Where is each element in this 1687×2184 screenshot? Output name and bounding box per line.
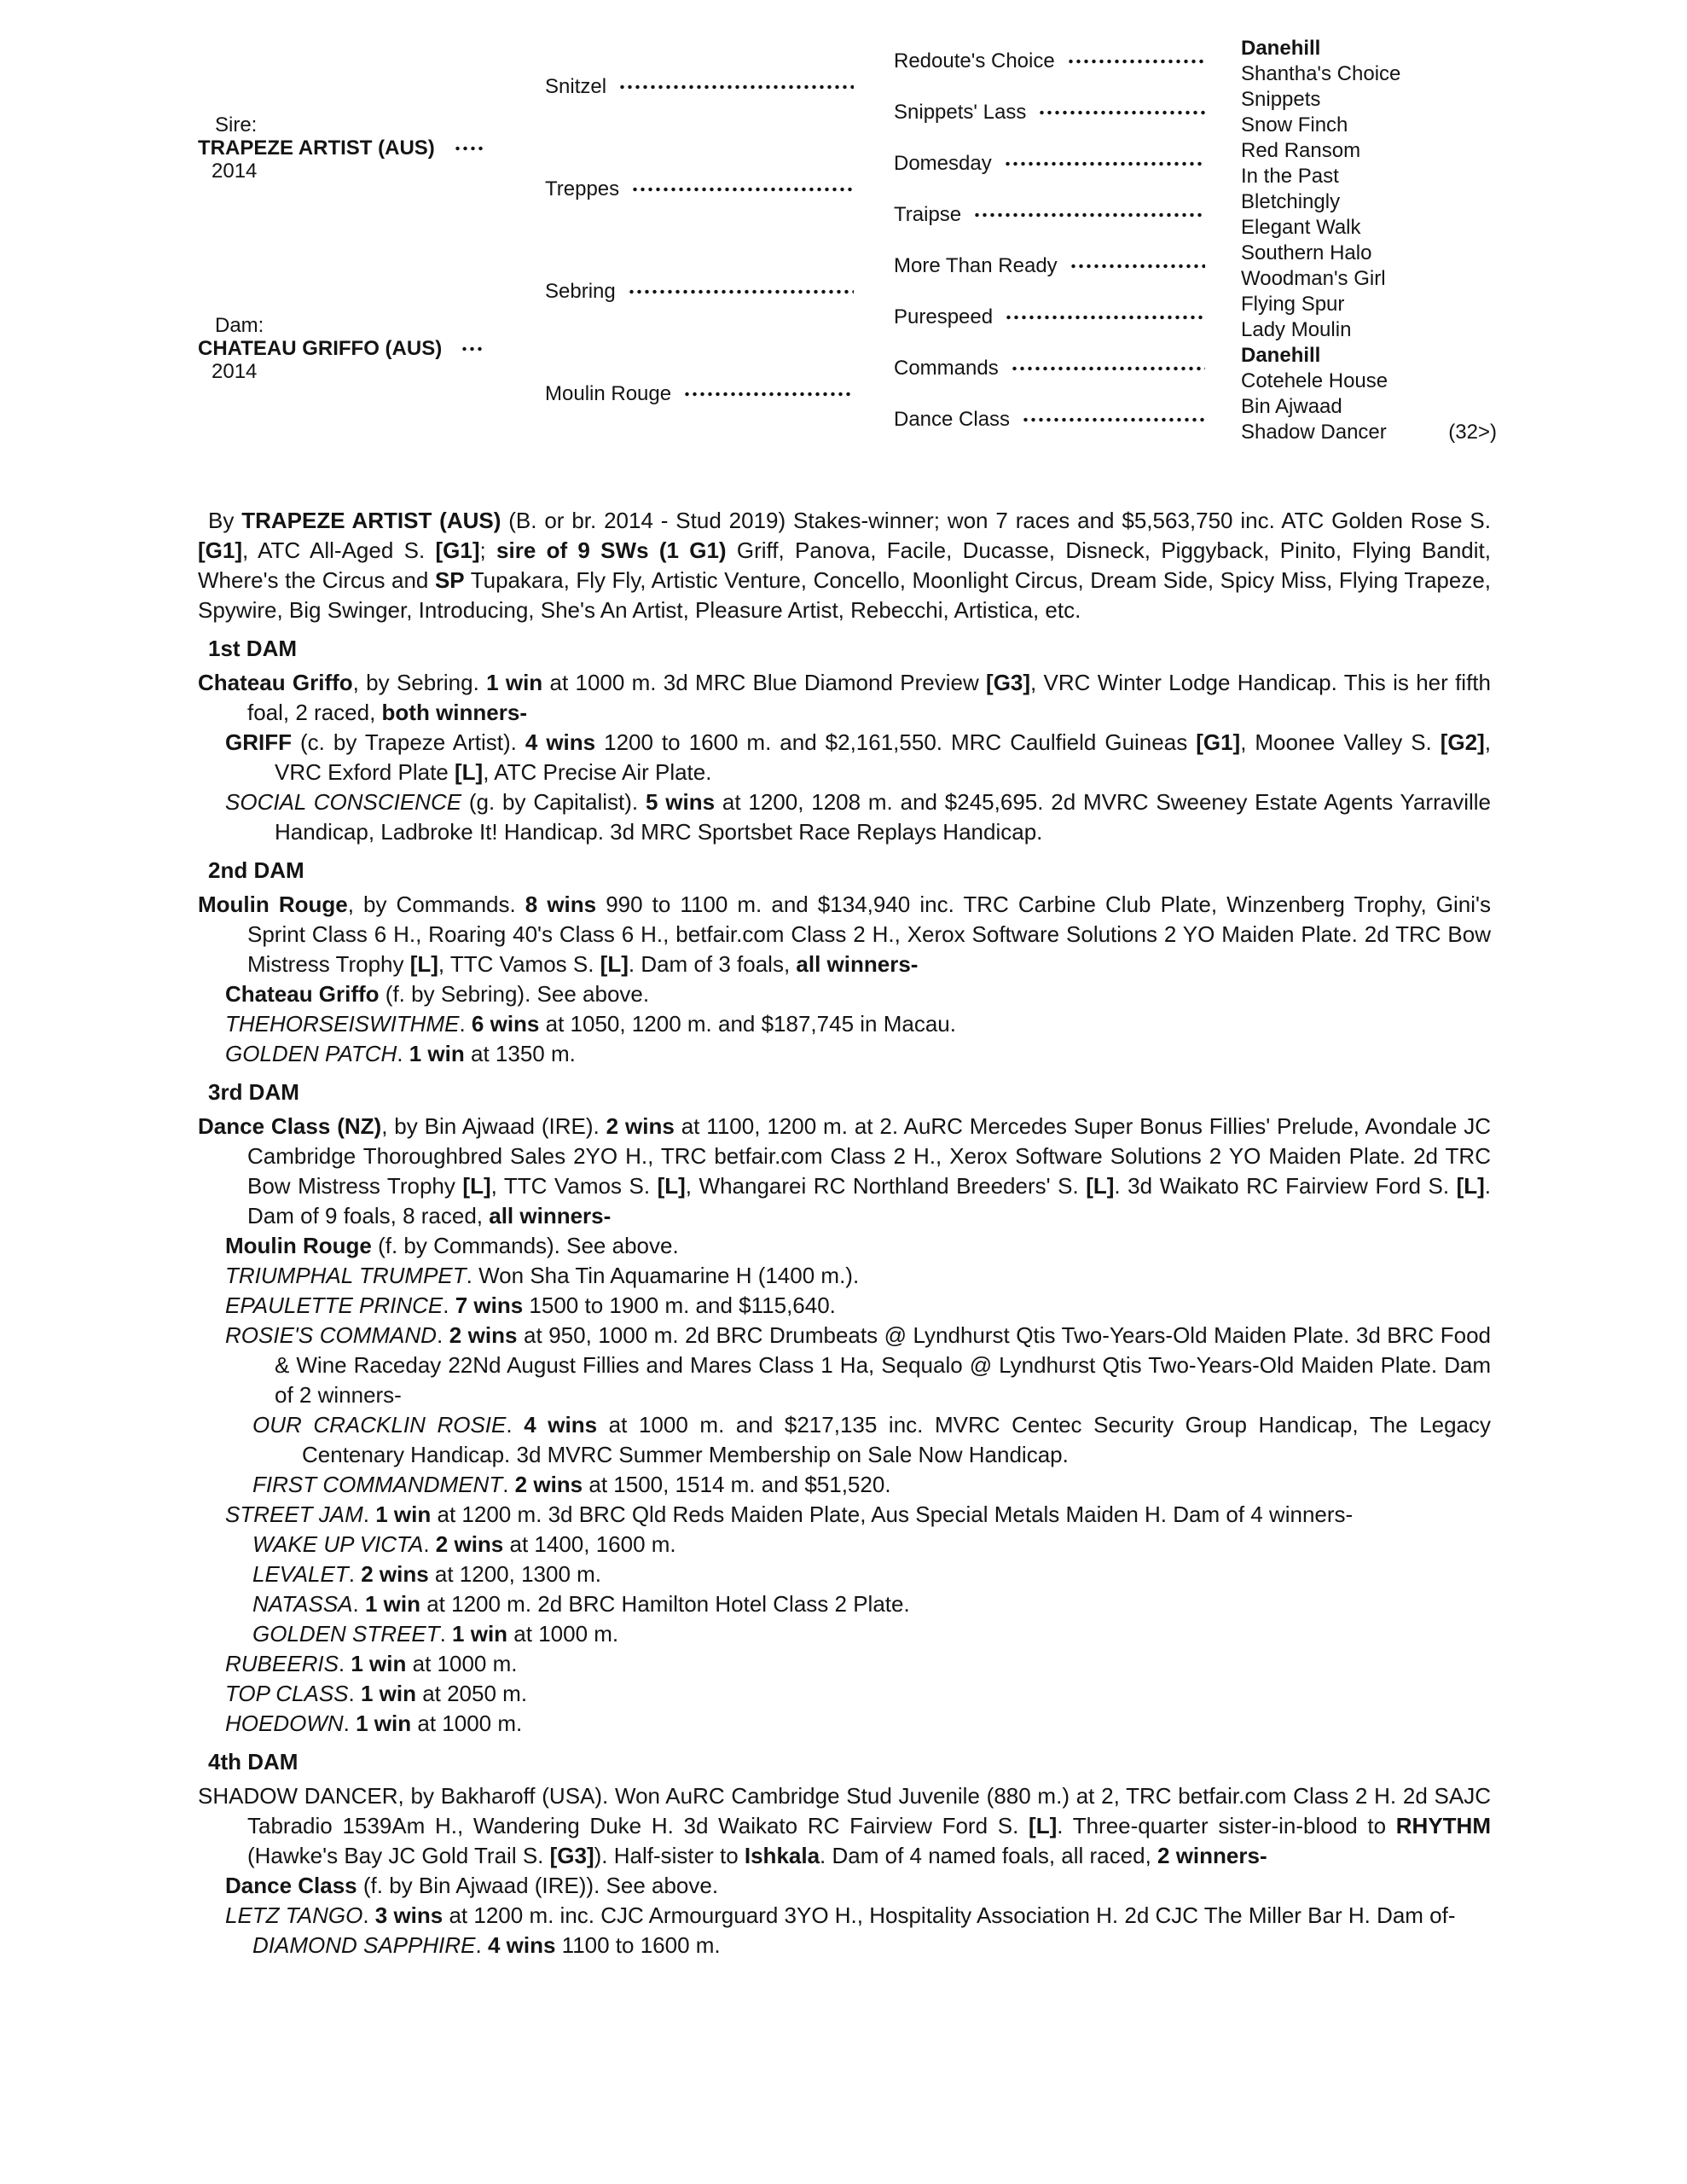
- text-segment: RUBEERIS: [225, 1651, 339, 1676]
- great-grandparent-name: Traipse: [894, 203, 962, 226]
- catalogue-text: [198, 506, 1491, 1960]
- text-segment: [G3]: [549, 1843, 594, 1868]
- text-segment: .: [439, 1621, 453, 1647]
- text-segment: 1 win: [360, 1681, 416, 1706]
- text-segment: SOCIAL CONSCIENCE: [225, 789, 462, 815]
- section-header: 2nd DAM: [208, 857, 304, 883]
- great-grandparent-row: [894, 202, 1214, 228]
- text-segment: . Won Sha Tin Aquamarine H (1400 m.).: [466, 1263, 860, 1288]
- leader-dots-icon: [1070, 253, 1205, 279]
- text-segment: .: [436, 1322, 449, 1348]
- text-segment: , ATC All-Aged S.: [242, 537, 436, 563]
- text-segment: GOLDEN STREET: [252, 1621, 440, 1647]
- pedigree-entry: [198, 1871, 1491, 1901]
- pedigree-entry: [198, 1560, 1491, 1589]
- gg-grandparent-name: Flying Spur: [1241, 293, 1345, 316]
- text-segment: , TTC Vamos S.: [438, 951, 600, 977]
- great-grandparent-name: Commands: [894, 357, 999, 380]
- leader-dots-icon: [1011, 356, 1205, 381]
- text-segment: .: [459, 1011, 472, 1037]
- text-segment: 4 wins: [525, 729, 596, 755]
- sire-block: [198, 113, 484, 183]
- text-segment: [L]: [600, 951, 629, 977]
- intro-paragraph: [198, 506, 1491, 625]
- pedigree-entry: [198, 1619, 1491, 1649]
- text-segment: .: [362, 1502, 376, 1527]
- pedigree-entry: [198, 1470, 1491, 1500]
- text-segment: ROSIE'S COMMAND: [225, 1322, 437, 1348]
- grandparent-name: Snitzel: [545, 75, 607, 98]
- text-segment: SP: [434, 567, 465, 593]
- text-segment: , Whangarei RC Northland Breeders' S.: [685, 1173, 1087, 1199]
- text-segment: (g. by Capitalist).: [461, 789, 646, 815]
- text-segment: .: [423, 1531, 436, 1557]
- pedigree-entry: [198, 1500, 1491, 1530]
- text-segment: , by Bin Ajwaad (IRE).: [381, 1113, 606, 1139]
- text-segment: 1 win: [375, 1502, 432, 1527]
- text-segment: all winners-: [489, 1203, 612, 1228]
- gg-grandparents-column: [1241, 36, 1497, 445]
- text-segment: 1 win: [486, 670, 543, 695]
- pedigree-entry: [198, 890, 1491, 979]
- text-segment: at 1200 m. 3d BRC Qld Reds Maiden Plate, Aus Special Metals Maiden H. Dam of 4 winners-: [431, 1502, 1354, 1527]
- text-segment: 5 wins: [645, 789, 716, 815]
- section-header: 3rd DAM: [208, 1079, 299, 1105]
- pedigree-entry: [198, 1321, 1491, 1410]
- gg-grandparent-name: Bletchingly: [1241, 190, 1341, 213]
- text-segment: [L]: [1086, 1173, 1115, 1199]
- pedigree-entry: [198, 668, 1491, 728]
- great-grandparent-row: [894, 356, 1214, 381]
- pedigree-entry: [198, 1261, 1491, 1291]
- text-segment: LEVALET: [252, 1561, 349, 1587]
- text-segment: at 950, 1000 m. 2d BRC Drumbeats @ Lyndhurst Qtis Two-Years-Old Maiden Plate. 3d BRC Food & Wine Raceday 22Nd August Fillies and Mares Class 1 Ha, Sequalo @ Lyndhurst Qtis Two-Years-Old Maiden Plate. Dam of 2 winners-: [275, 1322, 1491, 1408]
- text-segment: Dance Class: [225, 1873, 357, 1898]
- text-segment: , by Sebring.: [352, 670, 487, 695]
- text-segment: . Dam of 9 foals, 8 raced,: [247, 1173, 1492, 1228]
- leader-dots-icon: [1004, 151, 1205, 177]
- gg-grandparent-name: Snow Finch: [1241, 113, 1348, 136]
- text-segment: . Dam of 3 foals,: [628, 951, 797, 977]
- gg-grandparent-name: Cotehele House: [1241, 369, 1388, 392]
- text-segment: GRIFF: [225, 729, 292, 755]
- text-segment: By: [208, 508, 242, 533]
- pedigree-entry: [198, 1231, 1491, 1261]
- text-segment: Griff, Panova, Facile, Ducasse, Disneck, Piggyback, Pinito, Flying Bandit, Where's the Circus and: [198, 537, 1491, 593]
- text-segment: 2 wins: [606, 1113, 675, 1139]
- text-segment: (f. by Bin Ajwaad (IRE)). See above.: [357, 1873, 719, 1898]
- text-segment: at 1100, 1200 m. at 2. AuRC Mercedes Super Bonus Fillies' Prelude, Avondale JC Cambridge Thoroughbred Sales 2YO H., TRC betfair.com Class 2 H., Xerox Software Solutions 2 YO Maiden Plate. 2d TRC Bow Mistress Trophy: [247, 1113, 1491, 1199]
- text-segment: (f. by Commands). See above.: [371, 1233, 679, 1258]
- gg-grandparent-name: Southern Halo: [1241, 241, 1372, 264]
- text-segment: , TTC Vamos S.: [490, 1173, 658, 1199]
- leader-dots-icon: [618, 74, 854, 100]
- text-segment: .: [352, 1591, 365, 1617]
- text-segment: 3 wins: [374, 1902, 443, 1928]
- text-segment: WAKE UP VICTA: [252, 1531, 424, 1557]
- text-segment: .: [343, 1711, 357, 1736]
- text-segment: .: [362, 1902, 375, 1928]
- text-segment: . Three-quarter sister-in-blood to: [1057, 1813, 1396, 1838]
- text-segment: .: [502, 1472, 515, 1497]
- text-segment: SHADOW DANCER, by Bakharoff (USA). Won AuRC Cambridge Stud Juvenile (880 m.) at 2, TRC betfair.com Class 2 H. 2d SAJC Tabradio 1539Am H., Wandering Duke H. 3d Waikato RC Fairview Ford S.: [198, 1783, 1491, 1838]
- text-segment: 1 win: [452, 1621, 508, 1647]
- gg-grandparent-name: Bin Ajwaad: [1241, 395, 1342, 418]
- great-grandparent-row: [894, 100, 1214, 125]
- text-segment: [L]: [462, 1173, 491, 1199]
- text-segment: Chateau Griffo: [225, 981, 380, 1007]
- text-segment: Chateau Griffo: [198, 670, 353, 695]
- text-segment: NATASSA: [252, 1591, 353, 1617]
- leader-dots-icon: [1067, 49, 1205, 74]
- text-segment: 1 win: [409, 1041, 465, 1066]
- dam-label: Dam:: [215, 314, 264, 337]
- grandparent-name: Sebring: [545, 280, 616, 303]
- text-segment: 1 win: [356, 1711, 412, 1736]
- text-segment: 1 win: [351, 1651, 407, 1676]
- pedigree-entry: [198, 1649, 1491, 1679]
- leader-dots-icon: [1022, 407, 1205, 433]
- grandparent-row: [545, 74, 862, 100]
- pedigree-entry: [198, 728, 1491, 787]
- text-segment: at 1350 m.: [464, 1041, 576, 1066]
- pedigree-entry: [198, 1709, 1491, 1739]
- text-segment: 1200 to 1600 m. and $2,161,550. MRC Caulfield Guineas: [595, 729, 1197, 755]
- great-grandparent-name: Domesday: [894, 152, 992, 175]
- text-segment: EPAULETTE PRINCE: [225, 1292, 443, 1318]
- text-segment: 6 wins: [471, 1011, 540, 1037]
- text-segment: at 1200, 1208 m. and $245,695. 2d MVRC Sweeney Estate Agents Yarraville Handicap, Ladbroke It! Handicap. 3d MRC Sportsbet Race Replays Handicap.: [275, 789, 1491, 845]
- text-segment: . 3d Waikato RC Fairview Ford S.: [1114, 1173, 1457, 1199]
- grandparent-row: [545, 279, 862, 305]
- text-segment: sire of 9 SWs (1 G1): [496, 537, 727, 563]
- great-grandparent-row: [894, 305, 1214, 330]
- text-segment: THEHORSEISWITHME: [225, 1011, 460, 1037]
- grandparent-name: Treppes: [545, 177, 620, 200]
- great-grandparent-row: [894, 49, 1214, 74]
- text-segment: . Dam of 4 named foals, all raced,: [820, 1843, 1158, 1868]
- text-segment: , VRC Exford Plate: [275, 729, 1491, 785]
- pedigree-entry: [198, 1039, 1491, 1069]
- text-segment: [L]: [454, 759, 484, 785]
- leader-dots-icon: [1038, 100, 1205, 125]
- gg-grandparent-name: Shadow Dancer: [1241, 421, 1387, 444]
- text-segment: .: [506, 1412, 525, 1438]
- text-segment: DIAMOND SAPPHIRE: [252, 1932, 476, 1958]
- leader-dots-icon: [1005, 305, 1205, 330]
- text-segment: OUR CRACKLIN ROSIE: [252, 1412, 507, 1438]
- text-segment: GOLDEN PATCH: [225, 1041, 397, 1066]
- sire-year: 2014: [212, 160, 258, 183]
- text-segment: [L]: [1456, 1173, 1485, 1199]
- pedigree-entry: [198, 1589, 1491, 1619]
- text-segment: 1 win: [364, 1591, 420, 1617]
- text-segment: 2 wins: [435, 1531, 504, 1557]
- text-segment: at 1500, 1514 m. and $51,520.: [583, 1472, 891, 1497]
- text-segment: 2 wins: [361, 1561, 429, 1587]
- great-grandparent-row: [894, 407, 1214, 433]
- text-segment: ). Half-sister to: [594, 1843, 745, 1868]
- pedigree-entry: [198, 1530, 1491, 1560]
- pedigree-entry: [198, 1009, 1491, 1039]
- text-segment: RHYTHM: [1395, 1813, 1491, 1838]
- text-segment: [G3]: [986, 670, 1031, 695]
- pedigree-entry: [198, 1931, 1491, 1960]
- text-segment: [G1]: [1196, 729, 1241, 755]
- section-header: 1st DAM: [208, 636, 298, 661]
- text-segment: .: [348, 1561, 362, 1587]
- text-segment: Moulin Rouge: [225, 1233, 372, 1258]
- text-segment: at 1000 m.: [507, 1621, 619, 1647]
- text-segment: TOP CLASS: [225, 1681, 349, 1706]
- text-segment: Moulin Rouge: [198, 892, 348, 917]
- text-segment: 4 wins: [487, 1932, 556, 1958]
- text-segment: at 1000 m.: [411, 1711, 523, 1736]
- text-segment: , by Commands.: [347, 892, 525, 917]
- text-segment: 1100 to 1600 m.: [555, 1932, 721, 1958]
- text-segment: HOEDOWN: [225, 1711, 344, 1736]
- dam-year: 2014: [212, 360, 258, 383]
- text-segment: at 1200, 1300 m.: [428, 1561, 602, 1587]
- section-header: 4th DAM: [208, 1749, 299, 1774]
- text-segment: Ishkala: [744, 1843, 820, 1868]
- text-segment: at 2050 m.: [415, 1681, 528, 1706]
- gg-grandparent-name: Shantha's Choice: [1241, 62, 1401, 85]
- text-segment: (B. or br. 2014 - Stud 2019) Stakes-winner; won 7 races and $5,563,750 inc. ATC Golden Rose S.: [501, 508, 1491, 533]
- leader-dots-icon: [683, 381, 854, 407]
- great-grandparent-name: Purespeed: [894, 305, 994, 328]
- gg-grandparent-name: Snippets: [1241, 88, 1321, 111]
- sire-name: TRAPEZE ARTIST (AUS): [198, 136, 435, 160]
- text-segment: Tupakara, Fly Fly, Artistic Venture, Concello, Moonlight Circus, Dream Side, Spicy Miss, Flying Trapeze, Spywire, Big Swinger, Introducing, She's An Artist, Pleasure Artist, Rebecchi, Artistica, etc.: [198, 567, 1492, 623]
- leader-dots-icon: [973, 202, 1205, 228]
- text-segment: , VRC Winter Lodge Handicap. This is her fifth foal, 2 raced,: [247, 670, 1491, 725]
- pedigree-entry: [198, 1781, 1491, 1871]
- text-segment: , ATC Precise Air Plate.: [483, 759, 712, 785]
- text-segment: at 1000 m.: [406, 1651, 518, 1676]
- text-segment: .: [348, 1681, 361, 1706]
- pedigree-entry: [198, 1291, 1491, 1321]
- text-segment: (c. by Trapeze Artist).: [292, 729, 525, 755]
- pedigree-entry: [198, 787, 1491, 847]
- text-segment: [L]: [409, 951, 438, 977]
- text-segment: [G2]: [1440, 729, 1485, 755]
- leader-dots-icon: [628, 279, 854, 305]
- gg-grandparent-name: Lady Moulin: [1241, 318, 1352, 341]
- text-segment: at 1000 m. and $217,135 inc. MVRC Centec Security Group Handicap, The Legacy Centenary Handicap. 3d MVRC Summer Membership on Sale Now Handicap.: [302, 1412, 1491, 1467]
- text-segment: .: [338, 1651, 351, 1676]
- grandparent-name: Moulin Rouge: [545, 382, 672, 405]
- family-number: (32>): [1448, 421, 1497, 444]
- text-segment: at 1200 m. inc. CJC Armourguard 3YO H., Hospitality Association H. 2d CJC The Miller Bar H. Dam of-: [443, 1902, 1456, 1928]
- great-grandparent-name: Dance Class: [894, 408, 1011, 431]
- text-segment: , Moonee Valley S.: [1240, 729, 1441, 755]
- text-segment: [L]: [1029, 1813, 1058, 1838]
- grandparent-row: [545, 177, 862, 202]
- text-segment: at 1050, 1200 m. and $187,745 in Macau.: [539, 1011, 956, 1037]
- text-segment: (f. by Sebring). See above.: [379, 981, 650, 1007]
- pedigree-entry: [198, 1679, 1491, 1709]
- great-grandparent-name: Redoute's Choice: [894, 49, 1055, 73]
- great-grandparent-row: [894, 253, 1214, 279]
- leader-dots-icon: [461, 345, 484, 353]
- text-segment: TRIUMPHAL TRUMPET: [225, 1263, 467, 1288]
- pedigree-entry: [198, 1901, 1491, 1931]
- pedigree-table: [0, 0, 1687, 478]
- text-segment: 2 winners-: [1157, 1843, 1267, 1868]
- gg-grandparent-name: In the Past: [1241, 165, 1339, 188]
- text-segment: 1500 to 1900 m. and $115,640.: [523, 1292, 836, 1318]
- great-grandparent-row: [894, 151, 1214, 177]
- text-segment: Dance Class (NZ): [198, 1113, 382, 1139]
- pedigree-entry: [198, 1410, 1491, 1470]
- leader-dots-icon: [454, 144, 484, 153]
- great-grandparent-name: Snippets' Lass: [894, 101, 1027, 124]
- text-segment: .: [397, 1041, 409, 1066]
- dam-name-row: [198, 337, 484, 360]
- leader-dots-icon: [631, 177, 854, 202]
- text-segment: (Hawke's Bay JC Gold Trail S.: [247, 1843, 550, 1868]
- text-segment: TRAPEZE ARTIST (AUS): [241, 508, 501, 533]
- pedigree-entry: [198, 979, 1491, 1009]
- text-segment: [L]: [657, 1173, 686, 1199]
- text-segment: both winners-: [381, 700, 527, 725]
- sire-name-row: [198, 136, 484, 160]
- pedigree-entry: [198, 1112, 1491, 1231]
- text-segment: at 1000 m. 3d MRC Blue Diamond Preview: [542, 670, 987, 695]
- text-segment: all winners-: [796, 951, 919, 977]
- text-segment: [G1]: [198, 537, 242, 563]
- great-grandparent-name: More Than Ready: [894, 254, 1058, 277]
- text-segment: 2 wins: [449, 1322, 518, 1348]
- text-segment: FIRST COMMANDMENT: [252, 1472, 503, 1497]
- text-segment: LETZ TANGO: [225, 1902, 363, 1928]
- dam-block: [198, 314, 484, 383]
- gg-grandparent-name: Woodman's Girl: [1241, 267, 1386, 290]
- text-segment: .: [475, 1932, 488, 1958]
- gg-grandparent-name: Elegant Walk: [1241, 216, 1361, 239]
- dam-sections: [198, 634, 1491, 1960]
- grandparent-row: [545, 381, 862, 407]
- gg-grandparent-name: Red Ransom: [1241, 139, 1361, 162]
- text-segment: STREET JAM: [225, 1502, 363, 1527]
- dam-name: CHATEAU GRIFFO (AUS): [198, 337, 443, 360]
- text-segment: 4 wins: [524, 1412, 598, 1438]
- text-segment: at 1400, 1600 m.: [503, 1531, 676, 1557]
- gg-grandparent-name: Danehill: [1241, 37, 1321, 60]
- text-segment: .: [443, 1292, 455, 1318]
- text-segment: at 1200 m. 2d BRC Hamilton Hotel Class 2 Plate.: [420, 1591, 910, 1617]
- text-segment: 990 to 1100 m. and $134,940 inc. TRC Carbine Club Plate, Winzenberg Trophy, Gini's Sprint Class 6 H., Roaring 40's Class 6 H., betfair.com Class 2 H., Xerox Software Solutions 2 YO Maiden Plate. 2d TRC Bow Mistress Trophy: [247, 892, 1491, 977]
- text-segment: ;: [479, 537, 497, 563]
- text-segment: 2 wins: [514, 1472, 583, 1497]
- text-segment: 7 wins: [455, 1292, 524, 1318]
- gg-grandparent-name: Danehill: [1241, 344, 1321, 367]
- sire-label: Sire:: [215, 113, 258, 136]
- text-segment: [G1]: [435, 537, 480, 563]
- text-segment: 8 wins: [525, 892, 597, 917]
